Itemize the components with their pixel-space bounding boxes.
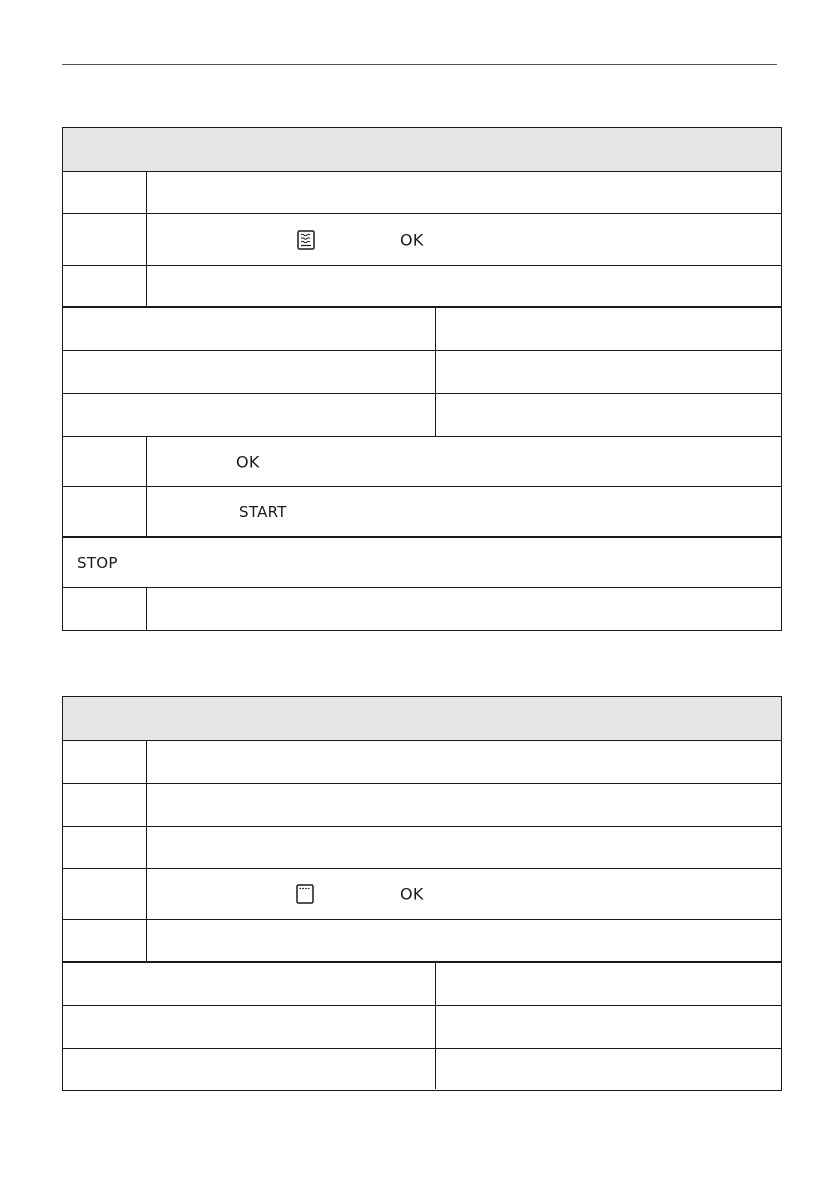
setting-name-cell [63, 308, 436, 350]
setting-name-cell [63, 1006, 436, 1048]
step-row [63, 920, 781, 963]
step-number-cell [63, 827, 147, 868]
ok-label: OK [400, 884, 424, 904]
setting-row [63, 1006, 781, 1049]
step-row [63, 487, 781, 538]
ok-label: OK [400, 230, 424, 249]
step-row [63, 784, 781, 827]
setting-name-cell [63, 394, 436, 436]
step-number-cell [63, 588, 147, 630]
step-row [63, 588, 781, 630]
instruction-table-1 [62, 127, 782, 631]
step-number-cell [63, 784, 147, 826]
setting-name-cell [63, 1049, 436, 1089]
step-number-cell [63, 869, 147, 919]
step-row [63, 266, 781, 308]
ok-label: OK [236, 452, 260, 471]
microwave-grill-icon [297, 230, 315, 250]
step-number-cell [63, 920, 147, 961]
step-number-cell [63, 172, 147, 213]
step-row [63, 172, 781, 214]
setting-name-cell [63, 351, 436, 393]
step-row [63, 214, 781, 266]
setting-row [63, 351, 781, 394]
setting-row [63, 308, 781, 351]
instruction-table-2 [62, 696, 782, 1091]
start-label: START [239, 502, 287, 521]
step-number-cell [63, 487, 147, 536]
step-row [63, 437, 781, 487]
setting-row [63, 963, 781, 1006]
step-row [63, 827, 781, 869]
table-header-row [63, 697, 781, 741]
setting-name-cell [63, 963, 436, 1005]
step-row [63, 741, 781, 784]
step-number-cell [63, 741, 147, 783]
oven-top-heat-icon [296, 884, 314, 904]
table-header-row [63, 128, 781, 172]
step-number-cell [63, 266, 147, 306]
stop-label: STOP [77, 553, 118, 572]
step-number-cell [63, 214, 147, 265]
step-row [63, 869, 781, 920]
note-row [63, 538, 781, 588]
step-number-cell [63, 437, 147, 486]
setting-row [63, 1049, 781, 1089]
header-rule [62, 64, 777, 65]
setting-row [63, 394, 781, 437]
